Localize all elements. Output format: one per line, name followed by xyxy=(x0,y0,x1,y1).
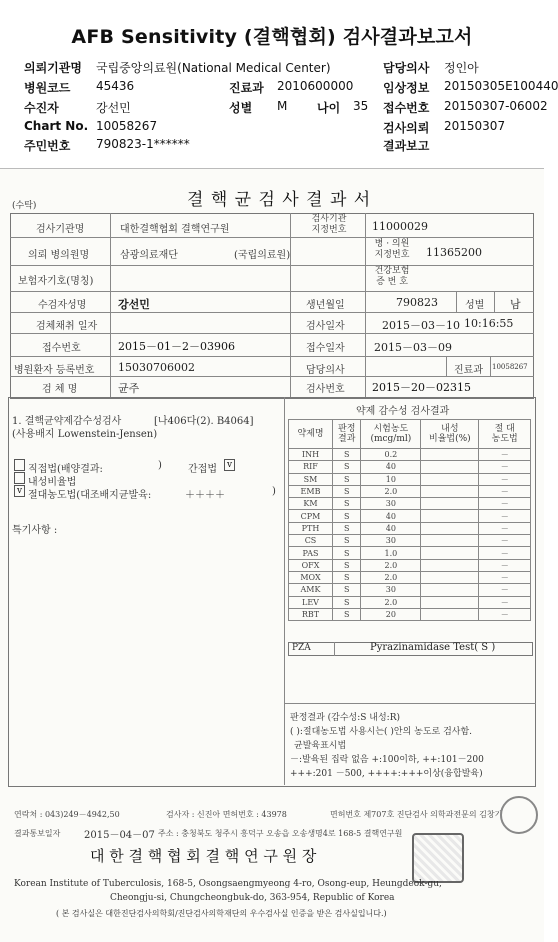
ab-ratio-cell xyxy=(421,584,479,596)
susceptibility-table xyxy=(288,419,531,621)
ab-concentration-cell: 40 xyxy=(361,522,421,534)
ab-row xyxy=(289,473,531,485)
ab-header-concentration: 시험농도 (mcg/ml) xyxy=(361,420,421,449)
ab-row xyxy=(289,547,531,559)
req-org-label: 의뢰 병의원명 xyxy=(28,250,90,261)
ab-absolute-cell: － xyxy=(479,449,531,461)
doctor-label: 담당의사 xyxy=(383,61,430,75)
patient-reg-label: 병원환자 등록번호 xyxy=(14,365,95,376)
ab-result-cell: S xyxy=(333,547,361,559)
patient-reg-value: 15030706002 xyxy=(118,361,195,374)
direct-method-close: ) xyxy=(158,460,162,471)
req-org-extra: (국립의료원) xyxy=(234,250,291,261)
ab-absolute-cell: － xyxy=(479,510,531,522)
ab-concentration-cell: 40 xyxy=(361,461,421,473)
ab-concentration-cell: 20 xyxy=(361,608,421,620)
ab-ratio-cell xyxy=(421,473,479,485)
footer-examiner: 검사자 : 신진아 면허번호 : 43978 xyxy=(166,810,287,819)
ab-result-cell: S xyxy=(333,608,361,620)
test-org-value: 대한결핵협회 결핵연구원 xyxy=(120,224,230,235)
request-label: 검사의뢰 xyxy=(383,121,430,135)
english-address-2: Cheongju-si, Chungcheongbuk-do, 363-954, Republic of Korea xyxy=(110,893,395,903)
doctor-value: 정인아 xyxy=(444,61,479,75)
birth-value: 790823 xyxy=(396,296,438,309)
receipt-date-label: 접수일자 xyxy=(306,343,345,354)
absolute-method-checkbox[interactable]: v xyxy=(14,485,25,497)
test-org-code-value: 11000029 xyxy=(372,220,428,233)
director-seal-icon xyxy=(412,833,464,883)
ab-header-absolute: 절 대 농도법 xyxy=(479,420,531,449)
resident-no-label: 주민번호 xyxy=(24,139,71,153)
ab-result-cell: S xyxy=(333,498,361,510)
ab-row xyxy=(289,461,531,473)
ab-drug-cell: RBT xyxy=(289,608,333,620)
receipt-date-value: 2015－03－09 xyxy=(374,341,452,354)
ab-header-result: 판정 결과 xyxy=(333,420,361,449)
specimen-value: 균주 xyxy=(118,382,140,395)
chart-no-label: Chart No. xyxy=(24,119,89,133)
ab-ratio-cell xyxy=(421,559,479,571)
resident-no-value: 790823-1****** xyxy=(96,137,190,151)
birth-label: 생년월일 xyxy=(306,300,345,311)
item-code: [나406다(2). B4064] xyxy=(154,416,254,427)
ab-absolute-cell: － xyxy=(479,547,531,559)
sex-doc-value: 남 xyxy=(510,298,521,311)
ab-row xyxy=(289,510,531,522)
ab-drug-cell: EMB xyxy=(289,485,333,497)
ab-ratio-cell xyxy=(421,608,479,620)
ab-drug-cell: CS xyxy=(289,535,333,547)
clinical-info-label: 임상정보 xyxy=(383,81,430,95)
patient-label: 수진자 xyxy=(24,101,59,115)
ab-absolute-cell: － xyxy=(479,522,531,534)
sex-doc-label: 성별 xyxy=(465,300,485,311)
absolute-close: ) xyxy=(272,486,276,497)
report-date-value: 2015－04－07 xyxy=(84,830,155,841)
document-title: 결 핵 균 검 사 결 과 서 xyxy=(187,190,372,210)
ab-ratio-cell xyxy=(421,547,479,559)
ab-row xyxy=(289,449,531,461)
ab-absolute-cell: － xyxy=(479,473,531,485)
ab-result-cell: S xyxy=(333,584,361,596)
receipt-no-value: 2015－01－2－03906 xyxy=(118,340,235,353)
received-value: 20150307-06002 xyxy=(444,99,548,113)
ab-row xyxy=(289,485,531,497)
ab-absolute-cell: － xyxy=(479,535,531,547)
ab-drug-cell: AMK xyxy=(289,584,333,596)
ab-row xyxy=(289,571,531,583)
sex-label: 성별 xyxy=(229,101,253,115)
ab-drug-cell: INH xyxy=(289,449,333,461)
legend-line-2: ( ):절대농도법 사용시는( )안의 농도로 검사함. xyxy=(290,727,473,737)
ab-ratio-cell xyxy=(421,485,479,497)
ab-drug-cell: KM xyxy=(289,498,333,510)
ab-result-cell: S xyxy=(333,571,361,583)
ab-absolute-cell: － xyxy=(479,571,531,583)
absolute-value: ＋＋＋＋ xyxy=(185,490,225,501)
ab-row xyxy=(289,522,531,534)
ab-ratio-cell xyxy=(421,596,479,608)
ab-ratio-cell xyxy=(421,510,479,522)
report-title: AFB Sensitivity (결핵협회) 검사결과보고서 xyxy=(71,26,473,48)
chart-no-value: 10058267 xyxy=(96,119,158,133)
legend-line-4: －:발육된 집락 없음 +:100이하, ++:101－200 xyxy=(290,755,484,765)
ab-ratio-cell xyxy=(421,535,479,547)
resistance-ratio-label: 내성비율법 xyxy=(28,477,77,488)
ab-result-cell: S xyxy=(333,535,361,547)
test-no-value: 2015－20－02315 xyxy=(372,381,471,394)
ab-absolute-cell: － xyxy=(479,608,531,620)
legend-line-3: 균발육표시법 xyxy=(294,741,347,751)
item-title: 1. 결핵균약제감수성검사 xyxy=(12,416,122,427)
ab-result-cell: S xyxy=(333,449,361,461)
ab-absolute-cell: － xyxy=(479,461,531,473)
request-value: 20150307 xyxy=(444,119,506,133)
ab-result-cell: S xyxy=(333,461,361,473)
ab-absolute-cell: － xyxy=(479,485,531,497)
receipt-no-label: 접수번호 xyxy=(42,343,81,354)
test-date-label: 검사일자 xyxy=(306,321,345,332)
ab-concentration-cell: 0.2 xyxy=(361,449,421,461)
scanned-document xyxy=(0,168,544,942)
institution-value: 국립중앙의료원(National Medical Center) xyxy=(96,61,331,75)
test-org-label: 검사기관명 xyxy=(36,224,85,235)
ab-ratio-cell xyxy=(421,461,479,473)
ab-result-cell: S xyxy=(333,522,361,534)
certification-note: ( 본 검사실은 대한진단검사의학회/진단검사의학재단의 우수검사실 인증을 받은 검사실입니다.) xyxy=(56,909,387,918)
ab-row xyxy=(289,584,531,596)
direct-method-checkbox[interactable] xyxy=(14,459,25,471)
clinical-info-value: 20150305E100440 xyxy=(444,79,558,93)
institute-name: 대 한 결 핵 협 회 결 핵 연 구 원 장 xyxy=(90,847,317,865)
physician-stamp-icon xyxy=(500,796,538,834)
form-tag: (수탁) xyxy=(12,201,37,211)
report-date-label: 결과통보일자 xyxy=(14,829,61,838)
footer-phone: 연락처 : 043)249－4942,50 xyxy=(14,810,120,819)
resistance-ratio-checkbox[interactable] xyxy=(14,472,25,484)
patient-name-label: 수검자성명 xyxy=(38,300,87,311)
footer-address: 주소 : 충청북도 청주시 흥덕구 오송읍 오송생명4로 168-5 결핵연구원 xyxy=(158,829,403,838)
ab-ratio-cell xyxy=(421,498,479,510)
ab-concentration-cell: 30 xyxy=(361,498,421,510)
hospital-code-value: 45436 xyxy=(96,79,135,93)
ab-row xyxy=(289,498,531,510)
ab-concentration-cell: 2.0 xyxy=(361,559,421,571)
sex-value: M xyxy=(277,99,288,113)
ab-absolute-cell: － xyxy=(479,596,531,608)
pza-value: Pyrazinamidase Test( S ) xyxy=(370,642,496,653)
ab-drug-cell: SM xyxy=(289,473,333,485)
dept-doc-value: 10058267 xyxy=(492,363,528,371)
req-org-value: 삼광의료재단 xyxy=(120,250,178,261)
test-time-value: 10:16:55 xyxy=(464,317,514,330)
ab-result-cell: S xyxy=(333,596,361,608)
ab-result-cell: S xyxy=(333,485,361,497)
test-date-value: 2015－03－10 xyxy=(382,319,460,332)
req-org-code-label: 병 · 의원 지정번호 xyxy=(374,239,410,260)
test-no-label: 검사번호 xyxy=(306,384,345,395)
ab-concentration-cell: 30 xyxy=(361,584,421,596)
ab-drug-cell: OFX xyxy=(289,559,333,571)
department-label: 진료과 xyxy=(229,81,264,95)
ab-drug-cell: CPM xyxy=(289,510,333,522)
dept-doc-label: 진료과 xyxy=(454,365,483,376)
ab-result-cell: S xyxy=(333,473,361,485)
ab-ratio-cell xyxy=(421,522,479,534)
ab-drug-cell: MOX xyxy=(289,571,333,583)
absolute-method-label: 절대농도법(대조배지균발육: xyxy=(28,490,152,501)
indirect-method-checkbox[interactable]: v xyxy=(224,459,235,471)
ab-result-cell: S xyxy=(333,510,361,522)
indirect-method-label: 간접법 xyxy=(188,464,217,475)
ab-concentration-cell: 30 xyxy=(361,535,421,547)
age-value: 35 xyxy=(353,99,369,113)
collect-date-label: 검체채취 일자 xyxy=(36,321,98,332)
insurance-label: 보험자기호(명칭) xyxy=(18,276,94,287)
footer-licence: 면허번호 제707호 진단검사 의학과전문의 김창기 xyxy=(330,810,503,819)
legend-line-5: +++:201 －500, ++++:+++이상(융합발육) xyxy=(290,769,483,779)
age-label: 나이 xyxy=(317,101,341,115)
ab-drug-cell: PAS xyxy=(289,547,333,559)
insurance-no-label: 건강보험 증 번 호 xyxy=(374,266,410,287)
direct-method-label: 직접법(배양결과: xyxy=(28,464,103,475)
doctor-doc-label: 담당의사 xyxy=(306,365,345,376)
patient-value: 강선민 xyxy=(96,101,131,115)
ab-concentration-cell: 1.0 xyxy=(361,547,421,559)
ab-drug-cell: PTH xyxy=(289,522,333,534)
ab-concentration-cell: 10 xyxy=(361,473,421,485)
english-address-1: Korean Institute of Tuberculosis, 168-5, Osongsaengmyeong 4-ro, Osong-eup, Heungdeok-gu, xyxy=(14,879,442,889)
pza-label: PZA xyxy=(292,643,311,653)
ab-row xyxy=(289,608,531,620)
received-label: 접수번호 xyxy=(383,101,430,115)
ab-row xyxy=(289,559,531,571)
ab-concentration-cell: 2.0 xyxy=(361,485,421,497)
ab-drug-cell: RIF xyxy=(289,461,333,473)
legend-line-1: 판정결과 (감수성:S 내성:R) xyxy=(290,713,400,723)
ab-absolute-cell: － xyxy=(479,498,531,510)
remarks-label: 특기사항 : xyxy=(12,525,58,536)
result-report-label: 결과보고 xyxy=(383,139,430,153)
ab-concentration-cell: 2.0 xyxy=(361,596,421,608)
patient-name-value: 강선민 xyxy=(118,298,150,311)
ab-row xyxy=(289,535,531,547)
ab-drug-cell: LEV xyxy=(289,596,333,608)
hospital-code-label: 병원코드 xyxy=(24,81,71,95)
req-org-code-value: 11365200 xyxy=(426,246,482,259)
test-org-code-label: 검사기관 지정번호 xyxy=(311,214,347,235)
ab-absolute-cell: － xyxy=(479,584,531,596)
ab-header-ratio: 내성 비율법(%) xyxy=(421,420,479,449)
ab-header-drug: 약제명 xyxy=(289,420,333,449)
specimen-label: 검 체 명 xyxy=(42,384,78,395)
institution-label: 의뢰기관명 xyxy=(24,61,82,75)
department-value: 2010600000 xyxy=(277,79,354,93)
ab-concentration-cell: 2.0 xyxy=(361,571,421,583)
ab-concentration-cell: 40 xyxy=(361,510,421,522)
medium: (사용배지 Lowenstein-Jensen) xyxy=(12,429,158,440)
ab-result-cell: S xyxy=(333,559,361,571)
ab-absolute-cell: － xyxy=(479,559,531,571)
ab-row xyxy=(289,596,531,608)
ab-ratio-cell xyxy=(421,571,479,583)
ab-ratio-cell xyxy=(421,449,479,461)
ab-table-title: 약제 감수성 검사결과 xyxy=(356,406,450,417)
